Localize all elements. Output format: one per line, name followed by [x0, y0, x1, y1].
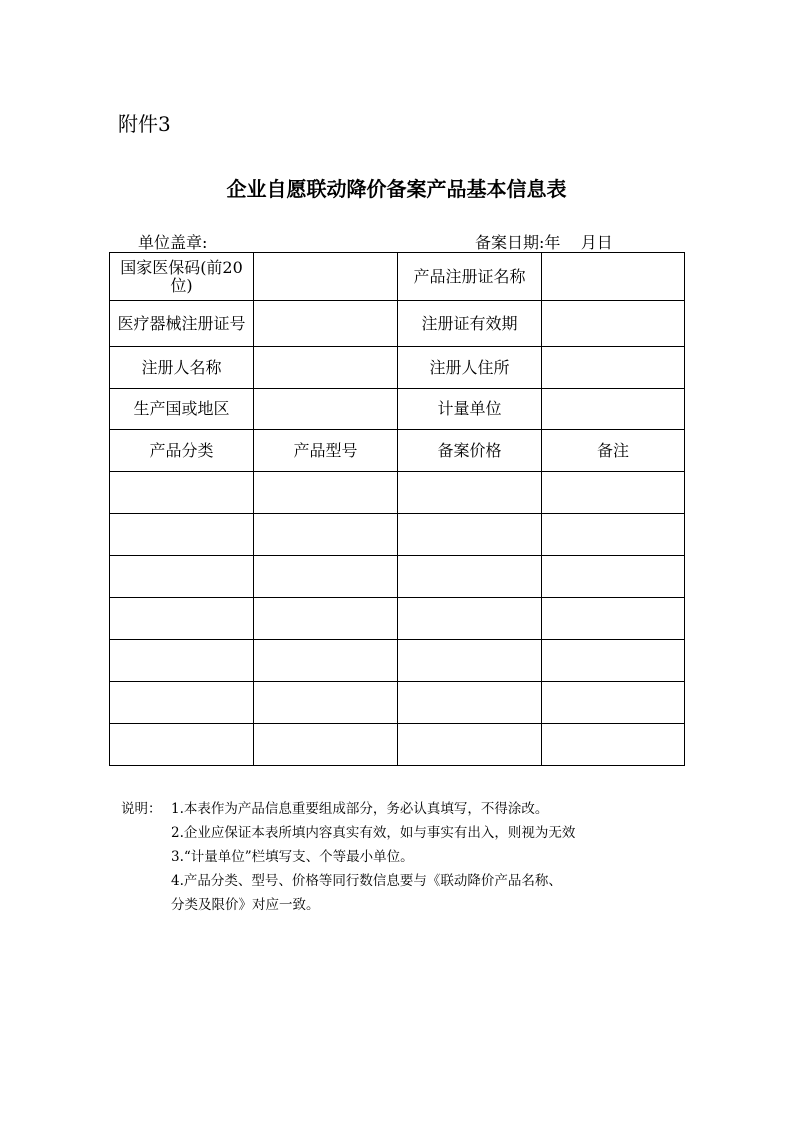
label-registrant-address: 注册人住所 [398, 347, 542, 389]
data-row [110, 598, 685, 640]
label-device-registration-no: 医疗器械注册证号 [110, 301, 254, 347]
label-unit-of-measure: 计量单位 [398, 389, 542, 430]
data-row [110, 472, 685, 514]
value-device-registration-no[interactable] [254, 301, 398, 347]
table-row [110, 301, 685, 347]
cell-category[interactable] [110, 682, 254, 724]
column-header-remarks: 备注 [542, 430, 685, 472]
cell-model[interactable] [254, 682, 398, 724]
cell-filing-price[interactable] [398, 724, 542, 766]
notes-section [121, 797, 575, 917]
column-header-category: 产品分类 [110, 430, 254, 472]
cell-remarks[interactable] [542, 640, 685, 682]
unit-seal-label: 单位盖章: [138, 233, 208, 252]
note-line [121, 797, 575, 821]
note-line [121, 845, 575, 869]
cell-remarks[interactable] [542, 682, 685, 724]
cell-remarks[interactable] [542, 598, 685, 640]
table-row [110, 253, 685, 301]
value-country-region[interactable] [254, 389, 398, 430]
cell-filing-price[interactable] [398, 640, 542, 682]
column-header-filing-price: 备案价格 [398, 430, 542, 472]
data-row [110, 682, 685, 724]
cell-filing-price[interactable] [398, 556, 542, 598]
form-title: 企业自愿联动降价备案产品基本信息表 [226, 177, 567, 201]
cell-model[interactable] [254, 598, 398, 640]
cell-category[interactable] [110, 472, 254, 514]
value-unit-of-measure[interactable] [542, 389, 685, 430]
cell-model[interactable] [254, 472, 398, 514]
note-item: 3.“计量单位”栏填写支、个等最小单位。 [171, 849, 414, 865]
value-cert-validity[interactable] [542, 301, 685, 347]
cell-remarks[interactable] [542, 724, 685, 766]
value-registrant-name[interactable] [254, 347, 398, 389]
data-row [110, 640, 685, 682]
column-header-row [110, 430, 685, 472]
cell-model[interactable] [254, 556, 398, 598]
cell-filing-price[interactable] [398, 514, 542, 556]
note-item: 分类及限价》对应一致。 [171, 897, 320, 913]
label-registration-cert-name: 产品注册证名称 [398, 253, 542, 301]
cell-filing-price[interactable] [398, 682, 542, 724]
data-row [110, 724, 685, 766]
cell-remarks[interactable] [542, 556, 685, 598]
cell-model[interactable] [254, 640, 398, 682]
note-line [121, 821, 575, 845]
value-medical-insurance-code[interactable] [254, 253, 398, 301]
cell-remarks[interactable] [542, 514, 685, 556]
label-cert-validity: 注册证有效期 [398, 301, 542, 347]
data-row [110, 514, 685, 556]
attachment-label: 附件3 [118, 112, 171, 136]
label-medical-insurance-code: 国家医保码(前20位) [110, 253, 254, 301]
value-registrant-address[interactable] [542, 347, 685, 389]
cell-filing-price[interactable] [398, 598, 542, 640]
note-line [121, 893, 575, 917]
table-row [110, 347, 685, 389]
cell-remarks[interactable] [542, 472, 685, 514]
cell-filing-price[interactable] [398, 472, 542, 514]
filing-date-label: 备案日期:年 月日 [475, 233, 613, 252]
cell-category[interactable] [110, 724, 254, 766]
cell-category[interactable] [110, 640, 254, 682]
table-row [110, 389, 685, 430]
label-country-region: 生产国或地区 [110, 389, 254, 430]
note-item: 2.企业应保证本表所填内容真实有效，如与事实有出入，则视为无效 [171, 825, 576, 841]
column-header-model: 产品型号 [254, 430, 398, 472]
cell-category[interactable] [110, 514, 254, 556]
note-item: 4.产品分类、型号、价格等同行数信息要与《联动降价产品名称、 [171, 873, 562, 889]
product-info-table [109, 252, 685, 766]
note-line [121, 869, 575, 893]
label-registrant-name: 注册人名称 [110, 347, 254, 389]
cell-model[interactable] [254, 514, 398, 556]
cell-category[interactable] [110, 556, 254, 598]
data-row [110, 556, 685, 598]
value-registration-cert-name[interactable] [542, 253, 685, 301]
note-item: 1.本表作为产品信息重要组成部分，务必认真填写，不得涂改。 [171, 801, 549, 817]
notes-prefix: 说明： [121, 801, 162, 817]
cell-model[interactable] [254, 724, 398, 766]
cell-category[interactable] [110, 598, 254, 640]
